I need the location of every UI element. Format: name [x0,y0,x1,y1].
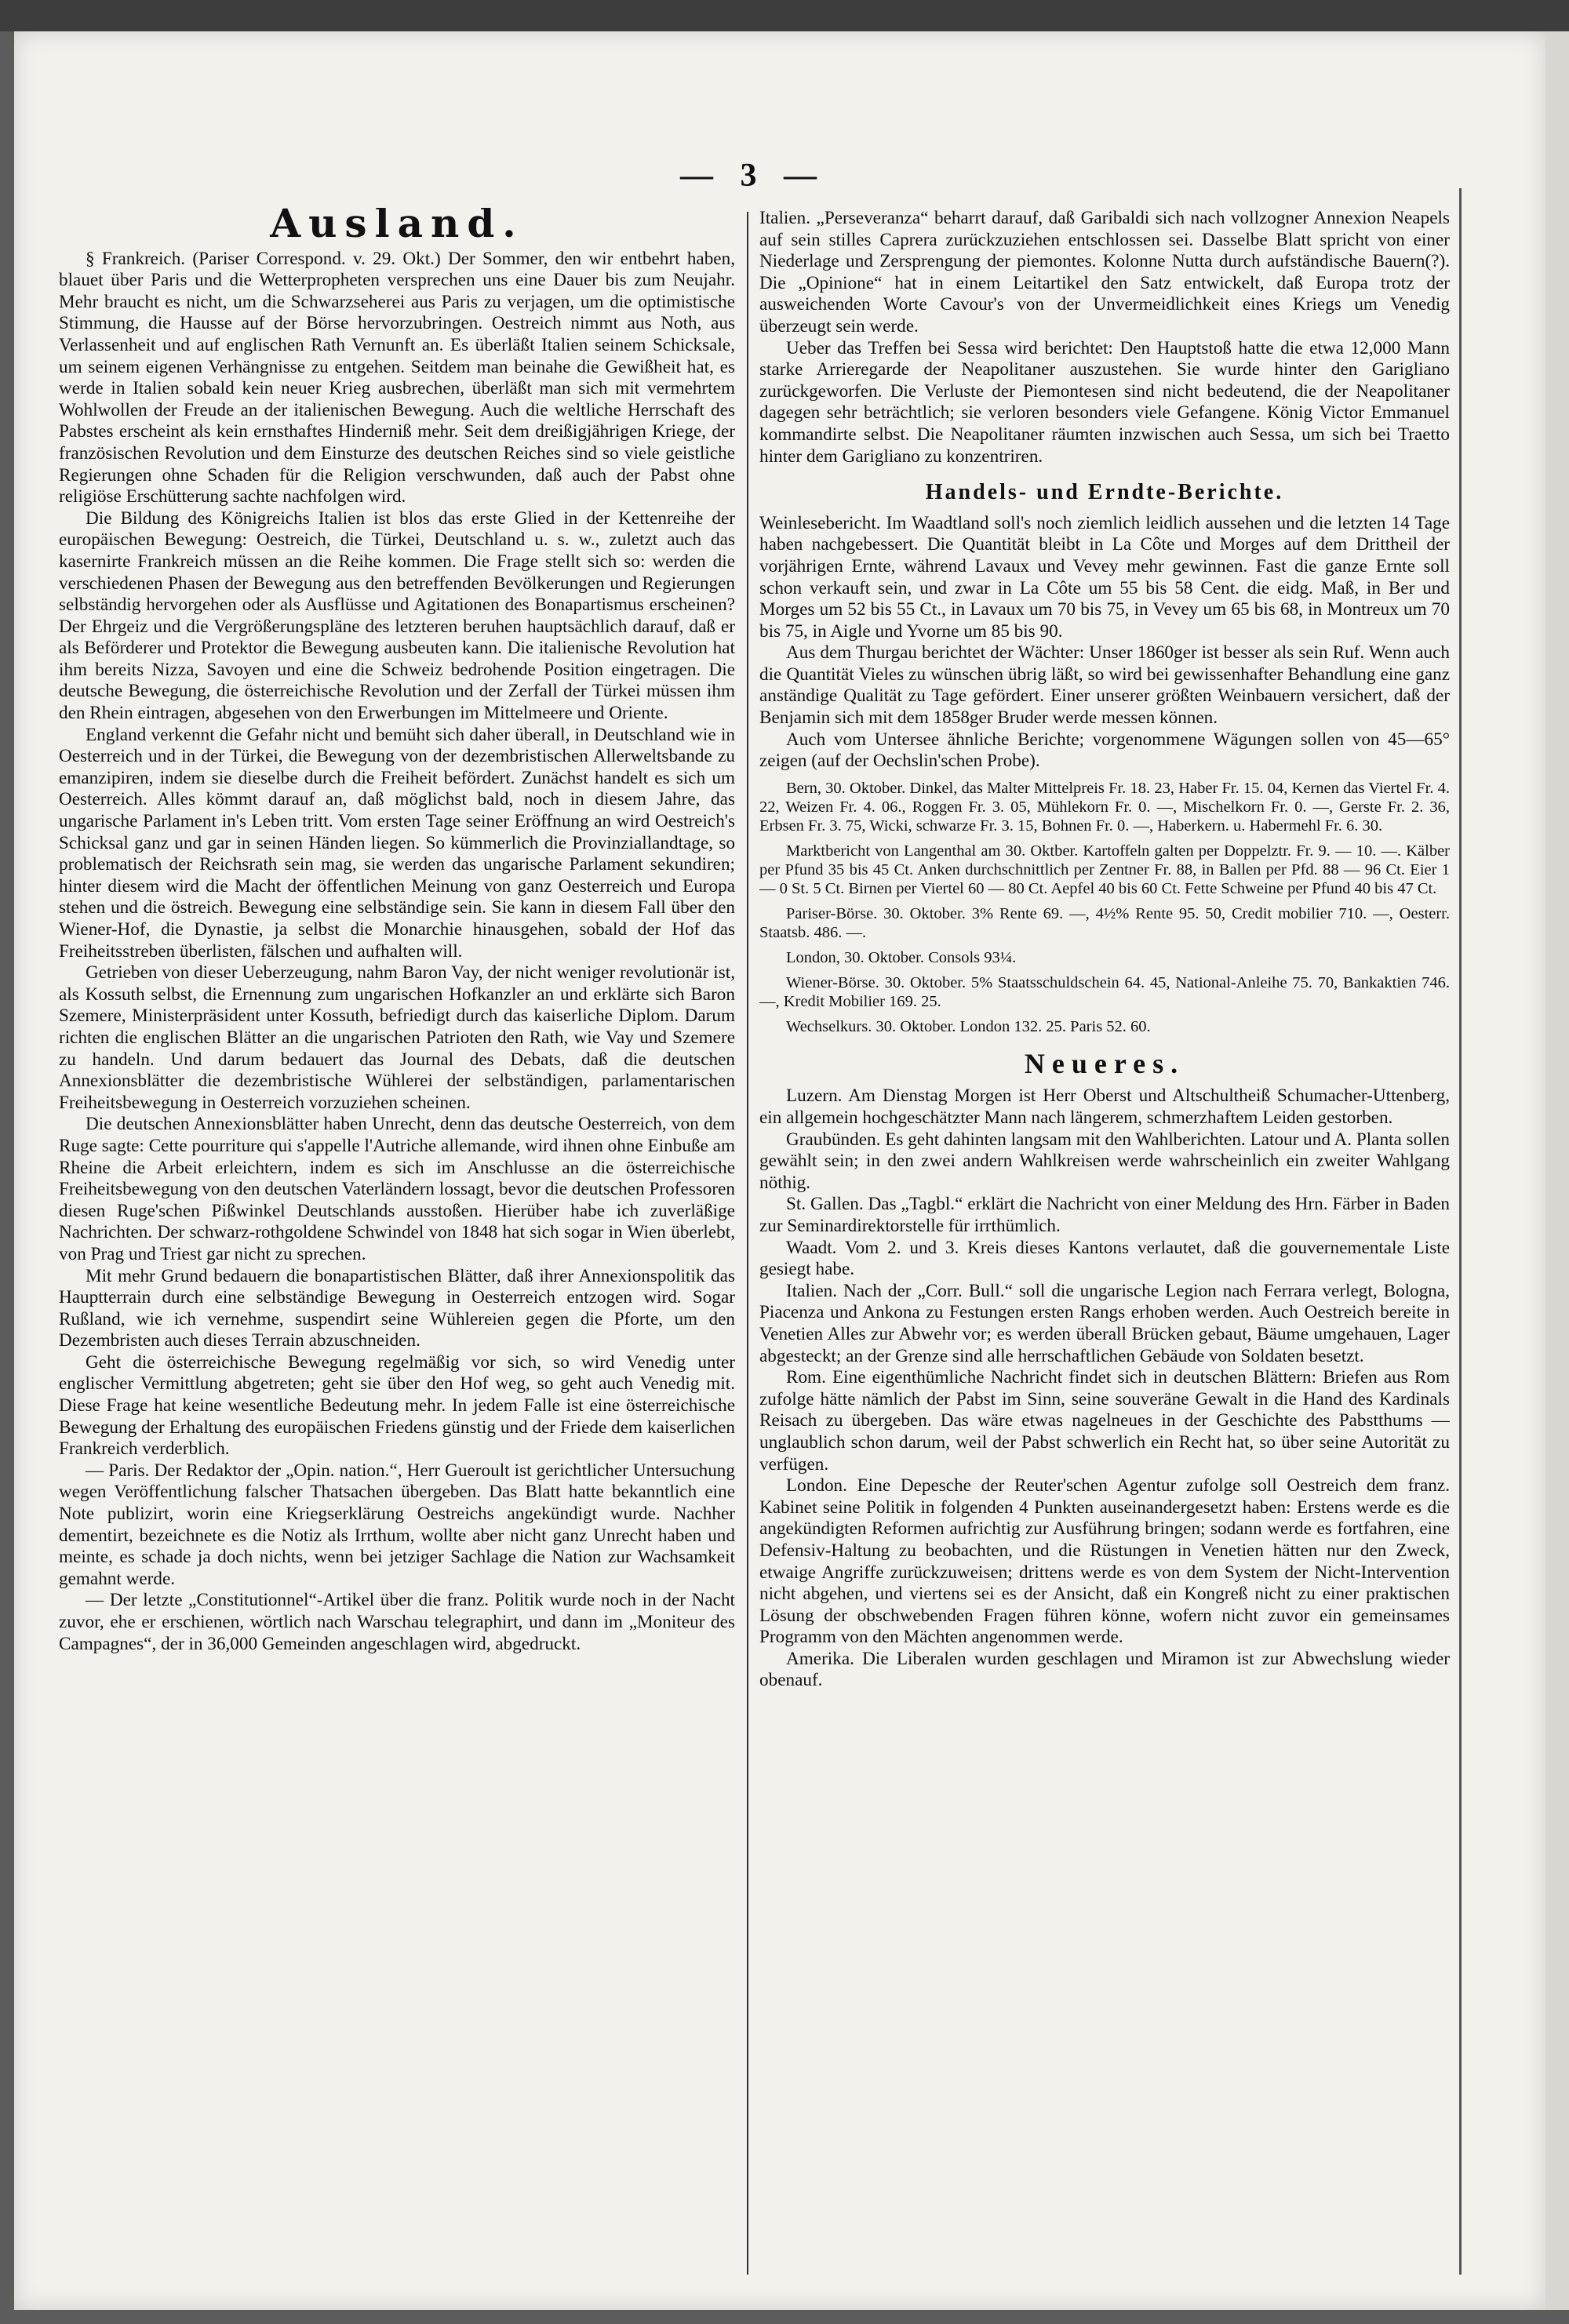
market-report: Wechselkurs. 30. Oktober. London 132. 25. Paris 52. 60. [786,1017,1151,1035]
market-report: London, 30. Oktober. Consols 93¼. [786,948,1017,966]
article-paragraph: Mit mehr Grund bedauern die bonapartistischen Blätter, daß ihrer Annexionspolitik das Hauptterrain durch eine selbständige Bewegung in Oesterreich entzogen wird. Sogar Rußland, wie ich vernehme, suspendirt seine Wühlereien gegen die Pforte, um den Dezembristen auch dieses Terrain abzuschneiden. [59,1265,735,1351]
scan-right-edge [1545,31,1569,2310]
article-paragraph: Luzern. Am Dienstag Morgen ist Herr Oberst und Altschultheiß Schumacher-Uttenberg, ein allgemein hochgeschätzter Mann nach längerem, schmerzhaftem Leiden gestorben. [759,1086,1450,1129]
left-column [59,208,735,2279]
right-border-line [1459,188,1462,2275]
article-paragraph: Rom. Eine eigenthümliche Nachricht findet sich in deutschen Blättern: Briefen aus Rom zufolge hätte nämlich der Pabst im Sinn, seine souveräne Gewalt in die Hand des Kardinals Reisach zu übergeben. Das wäre etwas nagelneues in der Geschichte des Pabstthums — unglaublich schon darum, weil der Pabst schwerlich ein Recht hat, so über seine Autorität zu verfügen. [759,1367,1450,1475]
article-paragraph: Ueber das Treffen bei Sessa wird berichtet: Den Hauptstoß hatte die etwa 12,000 Mann starke Arrieregarde der Neapolitaner auszustehen. Sie wurde hinter den Garigliano zurückgeworfen. Die Verluste der Piemontesen sind nicht bedeutend, die der Neapolitaner dagegen sehr beträchtlich; sie verloren besonders viele Gefangene. König Victor Emmanuel kommandirte selbst. Die Neapolitaner räumten inzwischen auch Sessa, um sich bei Traetto hinter dem Garigliano zu konzentriren. [759,337,1450,467]
section-heading-ausland: Ausland. [270,208,524,246]
article-paragraph: Aus dem Thurgau berichtet der Wächter: Unser 1860ger ist besser als sein Ruf. Wenn auch die Quantität Vieles zu wünschen übrig läßt, so wird bei gewissenhafter Behandlung eine ganz anständige Qualität zu Tage gefördert. Einer unserer größten Weinbauern versichert, daß der Benjamin sich mit dem 1858ger Bruder werde messen können. [759,642,1450,729]
scan-top-border [0,0,1569,31]
article-paragraph: Die Bildung des Königreichs Italien ist blos das erste Glied in der Kettenreihe der europäischen Bewegung: Oestreich, die Türkei, Deutschland u. s. w., zuletzt auch das kasernirte Frankreich müssen an die Reihe kommen. Die Frage stellt sich so: werden die verschiedenen Phasen der Bewegung aus den betreffenden Bevölkerungen und Regierungen selbständig hervorgehen oder als Ausflüsse und Agitationen des Bonapartismus erscheinen? Der Ehrgeiz und die Vergrößerungspläne des letzteren beruhen hauptsächlich darauf, daß er als Beförderer und Protektor die Bewegung ausbeuten kann. Die italienische Revolution hat ihm bereits Nizza, Savoyen und eine die Schweiz bedrohende Position eingetragen. Die deutsche Bewegung, die österreichische Revolution und der Zerfall der Türkei müssen ihm den Rhein eintragen, abgesehen von den Erwerbungen im Mittelmeere und Oriente. [59,507,735,724]
article-paragraph: Auch vom Untersee ähnliche Berichte; vorgenommene Wägungen sollen von 45—65° zeigen (auf der Oechslin'schen Probe). [759,729,1450,772]
article-paragraph: St. Gallen. Das „Tagbl.“ erklärt die Nachricht von einer Meldung des Hrn. Färber in Baden zur Seminardirektorstelle für irrthümlich. [759,1194,1450,1236]
article-paragraph: Waadt. Vom 2. und 3. Kreis dieses Kantons verlautet, daß die gouvernementale Liste gesiegt habe. [759,1237,1450,1280]
article-paragraph: § Frankreich. (Pariser Correspond. v. 29. Okt.) Der Sommer, den wir entbehrt haben, blauet über Paris und die Wetterpropheten versprechen uns eine Dauer bis zum Neujahr. Mehr braucht es nicht, um die Schwarzseherei aus Paris zu verjagen, um die optimistische Stimmung, die Hausse auf der Börse hervorzubringen. Oestreich nimmt aus Noth, aus Verlassenheit und auf englischen Rath Vernunft an. Es überläßt Italien seinem Schicksale, um seinem eigenen Verhängnisse zu entgehen. Seitdem man beinahe die Gewißheit hat, es werde in Italien sobald kein neuer Krieg ausbrechen, überläßt man sich mit vermehrtem Wohlwollen der Freude an der italienischen Bewegung. Auch die weltliche Herrschaft des Pabstes erscheint als kein ernsthaftes Hinderniß mehr. Seit dem dreißigjährigen Kriege, der französischen Revolution und dem Einsturze des deutschen Reiches sind so viele geistliche Regierungen ohne Schaden für die Religion verschwunden, daß auch der Pabst ohne religiöse Erschütterung sachte nachfolgen wird. [59,248,735,507]
market-reports [759,779,1450,1036]
article-paragraph: — Paris. Der Redaktor der „Opin. nation.“, Herr Gueroult ist gerichtlicher Untersuchung wegen Veröffentlichung falscher Thatsachen übergeben. Das Blatt hatte bekanntlich eine Note publizirt, worin eine Kriegserklärung Oestreichs angekündigt wurde. Nachher dementirt, bezeichnete es die Notiz als Irrthum, wollte aber nicht ganz Unrecht haben und meinte, es schade ja doch nichts, wenn bei jetziger Sachlage die Nation zur Wachsamkeit gemahnt werde. [59,1460,735,1589]
page-number: — 3 — [680,158,826,194]
article-paragraph: Die deutschen Annexionsblätter haben Unrecht, denn das deutsche Oesterreich, von dem Ruge sagte: Cette pourriture qui s'appelle l'Autriche allemande, wird ihnen ohne Einbuße am Rheine die Arbeit erleichtern, indem es sich im Anschlusse an die österreichische Freiheitsbewegung von den deutschen Vaterländern lossagt, bevor die deutschen Professoren diesen Ruge'schen Pißwinkel Deutschlands ausstoßen. Hierüber habe ich zuverläßige Nachrichten. Der schwarz-rothgoldene Schwindel von 1848 hat sich sogar in Wien überlebt, von Prag und Triest gar nicht zu sprechen. [59,1114,735,1264]
article-paragraph: Amerika. Die Liberalen wurden geschlagen und Miramon ist zur Abwechslung wieder obenauf. [759,1648,1450,1691]
article-paragraph: Weinlesebericht. Im Waadtland soll's noch ziemlich leidlich aussehen und die letzten 14 Tage haben nachgebessert. Die Quantität bleibt in La Côte und Morges auf dem Drittheil der vorjährigen Ernte, während Lavaux und Vevey mehr gewinnen. Fast die ganze Ernte soll schon verkauft sein, und zwar in La Côte um 55 bis 58 Cent. die eidg. Maß, in Ber und Morges um 52 bis 55 Ct., in Lavaux um 70 bis 75, in Vevey um 65 bis 68, in Montreux um 70 bis 75, in Aigle und Yvorne um 85 bis 90. [759,512,1450,642]
article-paragraph: Graubünden. Es geht dahinten langsam mit den Wahlberichten. Latour und A. Planta sollen gewählt sein; in den zwei andern Wahlkreisen werde wahrscheinlich ein zweiter Wahlgang nöthig. [759,1129,1450,1193]
article-paragraph: Geht die österreichische Bewegung regelmäßig vor sich, so wird Venedig unter englischer Vermittlung abgetreten; geht sie über den Hof weg, so geht auch Venedig mit. Diese Frage hat keine wesentliche Bedeutung mehr. In jedem Falle ist eine österreichische Bewegung der Erhaltung des europäischen Friedens günstig und der Friede dem kaiserlichen Frankreich verderblich. [59,1351,735,1460]
article-paragraph: England verkennt die Gefahr nicht und bemüht sich daher überall, in Deutschland wie in Oesterreich und in der Türkei, die Bewegung von der dezembristischen Allerweltsbande zu emanzipiren, indem sie dieselbe durch die Freiheit befördert. Zunächst handelt es sich um Oesterreich. Alles kömmt darauf an, daß möglichst bald, noch in diesem Jahre, das ungarische Parlament in's Leben tritt. Vom ersten Tage seiner Eröffnung an wird Oestreich's Schicksal ganz und gar in seinen Händen liegen. So kümmerlich die Provinziallandtage, so problematisch der Reichsrath sein mag, sie werden das ungarische Parlament sekundiren; hinter diesem wird die Macht der öffentlichen Meinung von ganz Oesterreich und Europa stehen und die östreich. Bewegung eine selbständige sein. Sie kann in diesem Fall über den Wiener-Hof, die Dynastie, ja selbst die Monarchie hinausgehen, sobald der Hof das Freiheitsstreben überlisten, fälschen und aufhalten will. [59,724,735,962]
section-heading-trade: Handels- und Erndte-Berichte. [925,480,1284,505]
article-paragraph: — Der letzte „Constitutionnel“-Artikel über die franz. Politik wurde noch in der Nacht zuvor, ehe er erschienen, wörtlich nach Warschau telegraphirt, und dann im „Moniteur des Campagnes“, der in 36,000 Gemeinden angeschlagen wird, abgedruckt. [59,1590,735,1654]
article-paragraph: Italien. Nach der „Corr. Bull.“ soll die ungarische Legion nach Ferrara verlegt, Bologna, Piacenza und Ankona zu Festungen ersten Rangs erhoben werden. Auch Oestreich bereite in Venetien Alles zur Abwehr vor; es werden überall Brücken gebaut, Bäume umgehauen, Lager abgesteckt; an der Grenze sind alle herrschaftlichen Gebäude von Soldaten besetzt. [759,1280,1450,1366]
article-paragraph: Italien. „Perseveranza“ beharrt darauf, daß Garibaldi sich nach vollzogner Annexion Neapels auf sein stilles Caprera zurückzuziehen entschlossen sei. Dasselbe Blatt spricht von einer Niederlage und Zersprengung der piemontes. Kolonne Nutta durch aufständische Bauern(?). Die „Opinione“ hat in einem Leitartikel den Satz entwickelt, daß Europa trotz der ausweichenden Worte Cavour's von der Unvermeidlichkeit eines Kriegs um Venedig überzeugt sein werde. [759,208,1450,336]
article-paragraph: London. Eine Depesche der Reuter'schen Agentur zufolge soll Oestreich dem franz. Kabinet seine Politik in folgenden 4 Punkten auseinandergesetzt haben: Erstens werde es die angekündigten Reformen aufrichtig zur Ausführung bringen; sodann werde es fortfahren, eine Defensiv-Haltung zu beobachten, und die Rüstungen in Venetien hätten nur den Zweck, etwaige Angriffe zurückzuweisen; drittens werde es von dem System der Nicht-Intervention nicht abgehen, und viertens sei es der Ansicht, daß ein Kongreß nicht zu einer praktischen Lösung der obschwebenden Fragen führen könne, wofern nicht zuvor ein gemeinsames Programm von den Mächten angenommen werde. [759,1475,1450,1648]
column-divider [747,212,748,2275]
market-report: Bern, 30. Oktober. Dinkel, das Malter Mittelpreis Fr. 18. 23, Haber Fr. 15. 04, Kernen das Viertel Fr. 4. 22, Weizen Fr. 4. 06., Roggen Fr. 3. 05, Mühlekorn Fr. 0. —, Mischelkorn Fr. 0. —, Gerste Fr. 2. 36, Erbsen Fr. 3. 75, Wicki, schwarze Fr. 3. 15, Bohnen Fr. 0. —, Haberkern. u. Habermehl Fr. 6. 30. [759,779,1450,835]
market-report: Marktbericht von Langenthal am 30. Oktber. Kartoffeln galten per Doppelztr. Fr. 9. — 10. —. Kälber per Pfund 35 bis 45 Ct. Anken durchschnittlich per Zentner Fr. 88, in Ballen per Pfd. 88 — 96 Ct. Eier 1 — 0 St. 5 Ct. Birnen per Viertel 60 — 80 Ct. Aepfel 40 bis 60 Ct. Fette Schweine per Pfund 40 bis 47 Ct. [759,842,1450,897]
market-report: Pariser-Börse. 30. Oktober. 3% Rente 69. —, 4½% Rente 95. 50, Credit mobilier 710. —, Oesterr. Staatsb. 486. —. [759,904,1450,941]
article-paragraph: Getrieben von dieser Ueberzeugung, nahm Baron Vay, der nicht weniger revolutionär ist, als Kossuth selbst, die Ernennung zum ungarischen Hofkanzler an und erklärte sich Baron Szemere, Ministerpräsident unter Kossuth, befriedigt durch das kaiserliche Diplom. Darum richten die englischen Blätter an die ungarischen Patrioten den Rath, wie Vay und Szemere zu handeln. Und darum bedauert das Journal des Debats, daß die deutschen Annexionsblätter die dezembristische Wühlerei der selbständigen, parlamentarischen Freiheitsbewegung in Oesterreich vorzuziehen scheinen. [59,962,735,1113]
section-heading-neueres: Neueres. [1024,1047,1185,1079]
market-report: Wiener-Börse. 30. Oktober. 5% Staatsschuldschein 64. 45, National-Anleihe 75. 70, Bankaktien 746. —, Kredit Mobilier 169. 25. [759,973,1450,1010]
right-column [759,208,1450,2279]
